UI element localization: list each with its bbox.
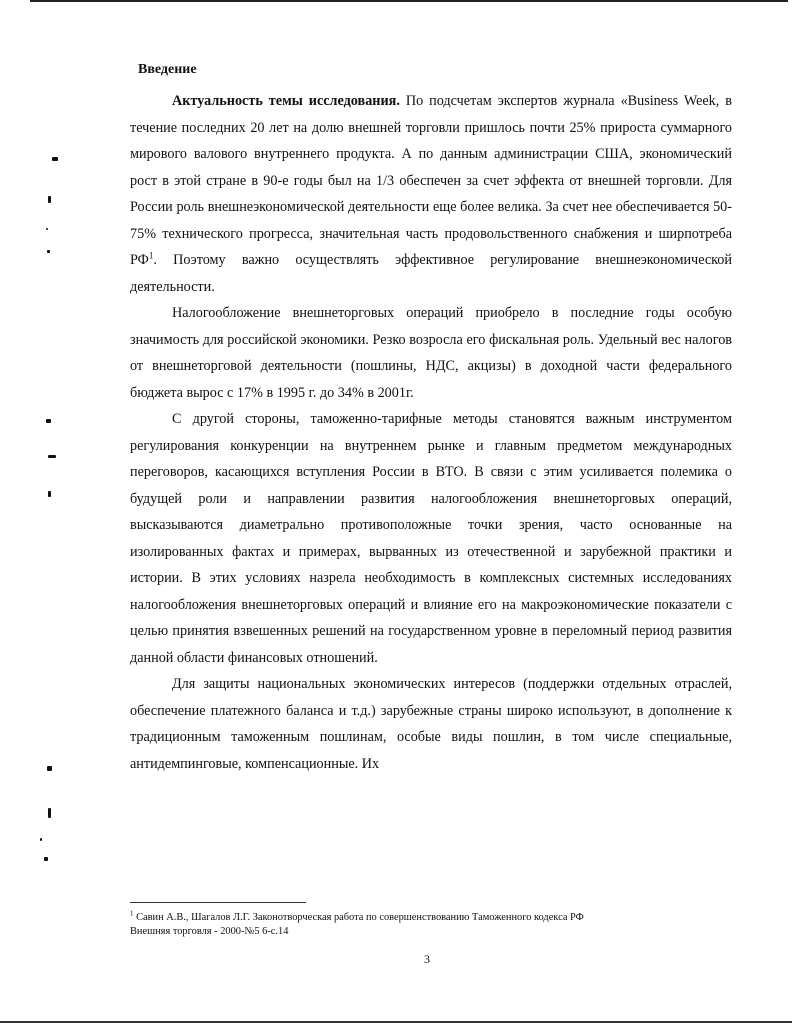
footnote-citation: Савин А.В., Шагалов Л.Г. Законотворческая работа по совершенствованию Таможенного кодекса РФ: [133, 912, 584, 923]
binding-hole-mark: [47, 250, 50, 253]
paragraph-text: . Поэтому важно осуществлять эффективное регулирование внешнеэкономической деятельности.: [130, 252, 732, 295]
footnote-divider: [130, 902, 306, 903]
paragraph-national-interests: Для защиты национальных экономических интересов (поддержки отдельных отраслей, обеспечение платежного баланса и т.д.) зарубежные страны широко используют, в дополнение к традиционным таможенным пошлинам, особые виды пошлин, в том числе специальные, антидемпинговые, компенсационные. Их: [130, 676, 732, 772]
body-text: [130, 88, 732, 777]
paragraph-taxation: Налогообложение внешнеторговых операций приобрело в последние годы особую значимость для российской экономики. Резко возросла его фискальная роль. Удельный вес налогов от внешнеторговой деятельности (пошлины, НДС, акцизы) в доходной части федерального бюджета вырос с 17% в 1995 г. до 34% в 2001г.: [130, 305, 732, 401]
section-heading: Введение: [138, 62, 197, 77]
paragraph-text: По подсчетам экспертов журнала «Business Week, в течение последних 20 лет на долю внешней торговли пришлось почти 25% прироста суммарного мирового валового внутреннего продукта. А по данным администрации США, экономический рост в этой стране в 90-е годы был на 1/3 обеспечен за счет эффекта от внешней торговли. Для России роль внешнеэкономической деятельности еще более велика. За счет нее обеспечивается 50-75% технического прогресса, значительная часть продовольственного снабжения и ширпотреба РФ: [130, 93, 732, 268]
footnote-line: [130, 911, 730, 925]
page-number: 3: [424, 952, 430, 966]
binding-hole-mark: [48, 196, 51, 203]
footnote-marker: 1: [130, 909, 134, 918]
binding-hole-mark: [46, 419, 51, 423]
binding-hole-mark: [48, 455, 56, 458]
paragraph-tariff-methods: С другой стороны, таможенно-тарифные методы становятся важным инструментом регулирования конкуренции на внутреннем рынке и главным предметом международных переговоров, касающихся вступления России в ВТО. В связи с этим усиливается полемика о будущей роли и направлении развития налогообложения внешнеторговых операций, высказываются диаметрально противоположные точки зрения, часто основанные на изолированных фактах и примерах, вырванных из отечественной и зарубежной практики и истории. В этих условиях назрела необходимость в комплексных системных исследованиях налогообложения внешнеторговых операций и влияние его на макроэкономические показатели с целью принятия взвешенных решений на государственном уровне в переломный период развития данной области финансовых отношений.: [130, 411, 732, 666]
binding-hole-mark: [44, 857, 48, 861]
relevance-lead: Актуальность темы исследования.: [172, 93, 400, 109]
binding-hole-mark: [47, 766, 52, 771]
binding-hole-mark: [40, 838, 42, 841]
binding-hole-mark: [46, 228, 48, 230]
binding-hole-mark: [52, 157, 58, 161]
scan-edge-top: [30, 0, 788, 2]
footnote-reference: 1: [148, 250, 154, 261]
footnote: [130, 911, 730, 939]
scan-edge-bottom: [0, 1021, 792, 1023]
paragraph-relevance: [130, 88, 732, 300]
binding-hole-mark: [48, 491, 51, 497]
binding-hole-mark: [48, 808, 51, 818]
footnote-line: Внешняя торговля - 2000-№5 6-с.14: [130, 926, 289, 937]
